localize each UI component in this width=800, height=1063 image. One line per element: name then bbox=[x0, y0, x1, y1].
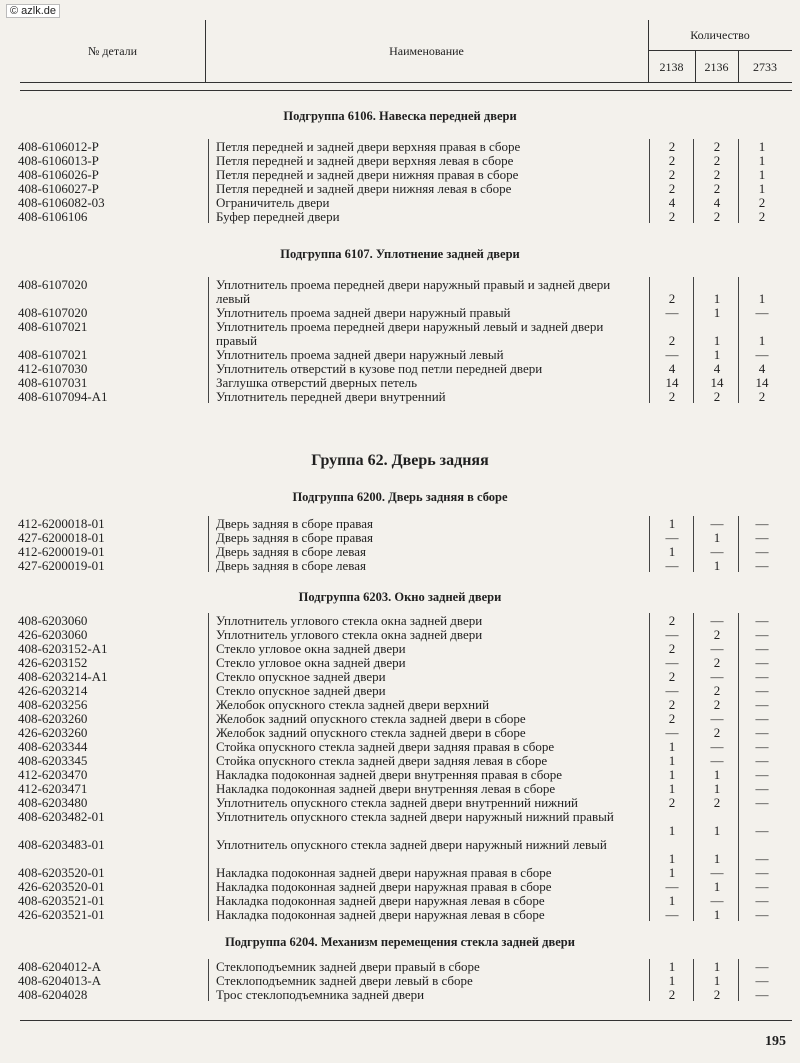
quantity-2733: — bbox=[755, 627, 769, 642]
subgroup-title: Подгруппа 6203. Окно задней двери bbox=[298, 590, 502, 604]
part-number: 408-6106013-Р bbox=[18, 153, 99, 168]
quantity-2733: 1 bbox=[758, 181, 766, 196]
quantity-2138: 2 bbox=[668, 291, 676, 306]
header-model-2138: 2138 bbox=[659, 60, 684, 74]
quantity-2138: — bbox=[665, 907, 679, 922]
part-number: 408-6203480 bbox=[18, 795, 88, 810]
part-name: Дверь задняя в сборе правая bbox=[216, 516, 373, 531]
quantity-2138: 1 bbox=[668, 753, 676, 768]
part-name: Уплотнитель проема передней двери наружный левый и задней двери правый bbox=[216, 319, 604, 348]
quantity-2136: — bbox=[710, 544, 724, 559]
quantity-2733: 2 bbox=[758, 209, 766, 224]
header-model-2136: 2136 bbox=[704, 60, 729, 74]
table-row bbox=[0, 278, 800, 306]
part-number: 408-6106026-Р bbox=[18, 167, 99, 182]
part-name: Желобок задний опускного стекла задней двери в сборе bbox=[216, 725, 526, 740]
table-row bbox=[0, 894, 800, 908]
part-name: Стойка опускного стекла задней двери задняя правая в сборе bbox=[216, 739, 555, 754]
table-row bbox=[0, 210, 800, 224]
part-name: Стойка опускного стекла задней двери задняя левая в сборе bbox=[216, 753, 548, 768]
part-number: 412-6200019-01 bbox=[18, 544, 105, 559]
header-quantity: Количество bbox=[690, 28, 750, 42]
part-name: Уплотнитель отверстий в кузове под петли передней двери bbox=[216, 361, 543, 376]
quantity-2136: — bbox=[710, 739, 724, 754]
part-number: 408-6203214-А1 bbox=[18, 669, 108, 684]
quantity-2138: — bbox=[665, 879, 679, 894]
part-name: Дверь задняя в сборе левая bbox=[216, 558, 366, 573]
quantity-2733: — bbox=[755, 851, 769, 866]
quantity-2138: 1 bbox=[668, 781, 676, 796]
part-number: 426-6203521-01 bbox=[18, 907, 105, 922]
part-name: Накладка подоконная задней двери внутренняя левая в сборе bbox=[216, 781, 556, 796]
subgroup-title: Подгруппа 6106. Навеска передней двери bbox=[283, 109, 517, 123]
quantity-2136: 2 bbox=[713, 627, 721, 642]
quantity-2138: 2 bbox=[668, 987, 676, 1002]
part-name: Дверь задняя в сборе левая bbox=[216, 544, 366, 559]
quantity-2136: 1 bbox=[713, 291, 721, 306]
quantity-2138: — bbox=[665, 305, 679, 320]
table-row bbox=[0, 545, 800, 559]
quantity-2136: 14 bbox=[710, 375, 724, 390]
table-header bbox=[20, 20, 792, 83]
part-number: 412-6203470 bbox=[18, 767, 88, 782]
part-name: Заглушка отверстий дверных петель bbox=[216, 375, 418, 390]
quantity-2733: — bbox=[755, 544, 769, 559]
part-name: Петля передней и задней двери нижняя правая в сборе bbox=[216, 167, 519, 182]
quantity-2138: 2 bbox=[668, 167, 676, 182]
quantity-2733: — bbox=[755, 558, 769, 573]
table-row bbox=[0, 376, 800, 390]
quantity-2138: 4 bbox=[668, 361, 676, 376]
quantity-2138: 2 bbox=[668, 139, 676, 154]
header-name: Наименование bbox=[389, 44, 464, 58]
quantity-2733: — bbox=[755, 669, 769, 684]
table-row bbox=[0, 880, 800, 894]
quantity-2138: 1 bbox=[668, 865, 676, 880]
quantity-2136: 2 bbox=[713, 167, 721, 182]
part-number: 408-6203482-01 bbox=[18, 809, 105, 824]
quantity-2733: — bbox=[755, 823, 769, 838]
part-number: 408-6204013-А bbox=[18, 973, 102, 988]
quantity-2733: — bbox=[755, 711, 769, 726]
quantity-2138: 2 bbox=[668, 209, 676, 224]
part-number: 408-6107020 bbox=[18, 305, 88, 320]
quantity-2138: 1 bbox=[668, 893, 676, 908]
quantity-2136: 4 bbox=[713, 361, 721, 376]
part-name: Стекло угловое окна задней двери bbox=[216, 655, 406, 670]
quantity-2136: 1 bbox=[713, 781, 721, 796]
quantity-2138: 1 bbox=[668, 739, 676, 754]
quantity-2136: 1 bbox=[713, 851, 721, 866]
part-number: 427-6200018-01 bbox=[18, 530, 105, 545]
table-row bbox=[0, 768, 800, 782]
part-number: 408-6203152-А1 bbox=[18, 641, 108, 656]
subgroup-title: Подгруппа 6200. Дверь задняя в сборе bbox=[292, 490, 508, 504]
quantity-2136: — bbox=[710, 865, 724, 880]
table-row bbox=[0, 168, 800, 182]
quantity-2136: 1 bbox=[713, 347, 721, 362]
quantity-2136: 1 bbox=[713, 879, 721, 894]
part-number: 408-6106012-Р bbox=[18, 139, 99, 154]
quantity-2733: 14 bbox=[755, 375, 769, 390]
quantity-2136: 1 bbox=[713, 558, 721, 573]
part-number: 408-6107021 bbox=[18, 319, 88, 334]
quantity-2733: 1 bbox=[758, 167, 766, 182]
part-name: Петля передней и задней двери верхняя левая в сборе bbox=[216, 153, 514, 168]
quantity-2138: 2 bbox=[668, 641, 676, 656]
quantity-2136: 2 bbox=[713, 139, 721, 154]
quantity-2733: — bbox=[755, 641, 769, 656]
quantity-2138: 2 bbox=[668, 389, 676, 404]
part-name: Накладка подоконная задней двери наружная левая в сборе bbox=[216, 907, 545, 922]
part-number: 426-6203520-01 bbox=[18, 879, 105, 894]
quantity-2138: 1 bbox=[668, 516, 676, 531]
quantity-2136: 2 bbox=[713, 389, 721, 404]
table-row bbox=[0, 628, 800, 642]
part-number: 408-6106106 bbox=[18, 209, 88, 224]
table-row bbox=[0, 960, 800, 974]
quantity-2136: — bbox=[710, 669, 724, 684]
part-name: Уплотнитель передней двери внутренний bbox=[216, 389, 446, 404]
quantity-2733: 1 bbox=[758, 333, 766, 348]
quantity-2138: 4 bbox=[668, 195, 676, 210]
part-name: Ограничитель двери bbox=[216, 195, 330, 210]
part-number: 408-6203483-01 bbox=[18, 837, 105, 852]
part-name: Уплотнитель проема задней двери наружный правый bbox=[216, 305, 511, 320]
quantity-2733: 1 bbox=[758, 153, 766, 168]
part-number: 408-6203345 bbox=[18, 753, 88, 768]
table-row bbox=[0, 656, 800, 670]
quantity-2136: — bbox=[710, 613, 724, 628]
quantity-2733: — bbox=[755, 613, 769, 628]
part-name: Уплотнитель опускного стекла задней двери наружный нижний правый bbox=[216, 809, 614, 824]
table-row bbox=[0, 988, 800, 1002]
quantity-2138: 2 bbox=[668, 333, 676, 348]
part-name: Петля передней и задней двери верхняя правая в сборе bbox=[216, 139, 521, 154]
quantity-2733: 2 bbox=[758, 389, 766, 404]
table-row bbox=[0, 154, 800, 168]
quantity-2136: 1 bbox=[713, 305, 721, 320]
part-number: 408-6203256 bbox=[18, 697, 88, 712]
table-row bbox=[0, 974, 800, 988]
quantity-2138: 1 bbox=[668, 973, 676, 988]
quantity-2136: 2 bbox=[713, 725, 721, 740]
part-number: 408-6203520-01 bbox=[18, 865, 105, 880]
quantity-2733: — bbox=[755, 655, 769, 670]
part-number: 427-6200019-01 bbox=[18, 558, 105, 573]
part-name: Трос стеклоподъемника задней двери bbox=[216, 987, 425, 1002]
page-number: 195 bbox=[765, 1034, 786, 1049]
subgroup-title: Подгруппа 6107. Уплотнение задней двери bbox=[280, 247, 520, 261]
quantity-2733: — bbox=[755, 987, 769, 1002]
part-number: 426-6203152 bbox=[18, 655, 88, 670]
quantity-2138: — bbox=[665, 530, 679, 545]
quantity-2138: 2 bbox=[668, 697, 676, 712]
quantity-2136: 2 bbox=[713, 209, 721, 224]
part-number: 426-6203260 bbox=[18, 725, 88, 740]
part-name: Накладка подоконная задней двери наружная левая в сборе bbox=[216, 893, 545, 908]
table-row bbox=[0, 838, 800, 866]
part-name: Накладка подоконная задней двери наружная правая в сборе bbox=[216, 879, 552, 894]
quantity-2136: 2 bbox=[713, 987, 721, 1002]
table-row bbox=[0, 390, 800, 404]
quantity-2733: — bbox=[755, 516, 769, 531]
quantity-2138: — bbox=[665, 558, 679, 573]
quantity-2733: 1 bbox=[758, 139, 766, 154]
quantity-2136: 2 bbox=[713, 683, 721, 698]
quantity-2138: — bbox=[665, 347, 679, 362]
part-name: Стеклоподъемник задней двери правый в сборе bbox=[216, 959, 480, 974]
part-number: 408-6204012-А bbox=[18, 959, 102, 974]
part-name: Стекло угловое окна задней двери bbox=[216, 641, 406, 656]
quantity-2733: — bbox=[755, 725, 769, 740]
watermark: © azlk.de bbox=[6, 4, 60, 18]
part-name: Буфер передней двери bbox=[216, 209, 340, 224]
quantity-2733: — bbox=[755, 893, 769, 908]
quantity-2733: 2 bbox=[758, 195, 766, 210]
table-row bbox=[0, 614, 800, 628]
part-name: Петля передней и задней двери нижняя левая в сборе bbox=[216, 181, 512, 196]
quantity-2136: — bbox=[710, 516, 724, 531]
part-name: Накладка подоконная задней двери внутренняя правая в сборе bbox=[216, 767, 563, 782]
quantity-2136: 4 bbox=[713, 195, 721, 210]
footer-rule bbox=[20, 1020, 792, 1021]
table-row bbox=[0, 182, 800, 196]
quantity-2138: — bbox=[665, 655, 679, 670]
table-row bbox=[0, 782, 800, 796]
quantity-2733: — bbox=[755, 305, 769, 320]
table-row bbox=[0, 320, 800, 348]
table-row bbox=[0, 740, 800, 754]
quantity-2733: — bbox=[755, 530, 769, 545]
part-name: Стеклоподъемник задней двери левый в сборе bbox=[216, 973, 473, 988]
subgroup-title: Подгруппа 6204. Механизм перемещения стекла задней двери bbox=[225, 935, 575, 949]
header-part-no: № детали bbox=[87, 44, 138, 58]
table-row bbox=[0, 908, 800, 922]
quantity-2136: 2 bbox=[713, 697, 721, 712]
part-number: 408-6107094-А1 bbox=[18, 389, 108, 404]
quantity-2138: 2 bbox=[668, 711, 676, 726]
part-number: 426-6203060 bbox=[18, 627, 88, 642]
part-name: Желобок опускного стекла задней двери верхний bbox=[216, 697, 490, 712]
part-name: Уплотнитель проема задней двери наружный левый bbox=[216, 347, 504, 362]
quantity-2136: 1 bbox=[713, 973, 721, 988]
quantity-2733: — bbox=[755, 753, 769, 768]
group-title: Группа 62. Дверь задняя bbox=[311, 452, 489, 469]
quantity-2733: — bbox=[755, 973, 769, 988]
quantity-2138: 1 bbox=[668, 544, 676, 559]
quantity-2136: 1 bbox=[713, 767, 721, 782]
part-name: Уплотнитель опускного стекла задней двери внутренний нижний bbox=[216, 795, 579, 810]
quantity-2138: 14 bbox=[665, 375, 679, 390]
quantity-2136: 1 bbox=[713, 907, 721, 922]
part-number: 412-6203471 bbox=[18, 781, 88, 796]
quantity-2733: 4 bbox=[758, 361, 766, 376]
part-name: Стекло опускное задней двери bbox=[216, 683, 386, 698]
header-underline bbox=[20, 90, 792, 91]
quantity-2136: 2 bbox=[713, 795, 721, 810]
quantity-2733: — bbox=[755, 697, 769, 712]
quantity-2733: — bbox=[755, 907, 769, 922]
table-row bbox=[0, 796, 800, 810]
table-row bbox=[0, 517, 800, 531]
table-row bbox=[0, 726, 800, 740]
quantity-2138: 2 bbox=[668, 181, 676, 196]
part-name: Желобок задний опускного стекла задней двери в сборе bbox=[216, 711, 526, 726]
table-row bbox=[0, 531, 800, 545]
quantity-2138: 2 bbox=[668, 669, 676, 684]
quantity-2733: — bbox=[755, 739, 769, 754]
quantity-2138: 2 bbox=[668, 613, 676, 628]
quantity-2138: — bbox=[665, 725, 679, 740]
quantity-2733: — bbox=[755, 347, 769, 362]
quantity-2138: — bbox=[665, 627, 679, 642]
table-row bbox=[0, 362, 800, 376]
quantity-2733: — bbox=[755, 865, 769, 880]
part-number: 408-6106082-03 bbox=[18, 195, 105, 210]
quantity-2136: 2 bbox=[713, 153, 721, 168]
table-row bbox=[0, 698, 800, 712]
table-row bbox=[0, 866, 800, 880]
quantity-2136: — bbox=[710, 641, 724, 656]
quantity-2136: — bbox=[710, 893, 724, 908]
table-row bbox=[0, 712, 800, 726]
part-number: 408-6107021 bbox=[18, 347, 88, 362]
part-number: 408-6107031 bbox=[18, 375, 88, 390]
quantity-2733: — bbox=[755, 795, 769, 810]
quantity-2138: 1 bbox=[668, 851, 676, 866]
table-row bbox=[0, 306, 800, 320]
part-name: Уплотнитель опускного стекла задней двери наружный нижний левый bbox=[216, 837, 607, 852]
part-number: 408-6204028 bbox=[18, 987, 88, 1002]
part-number: 408-6203344 bbox=[18, 739, 88, 754]
quantity-2733: — bbox=[755, 683, 769, 698]
quantity-2138: — bbox=[665, 683, 679, 698]
table-row bbox=[0, 810, 800, 838]
quantity-2733: 1 bbox=[758, 291, 766, 306]
quantity-2138: 1 bbox=[668, 823, 676, 838]
quantity-2138: 2 bbox=[668, 795, 676, 810]
header-model-2733: 2733 bbox=[753, 60, 777, 74]
part-number: 408-6107020 bbox=[18, 277, 88, 292]
table-row bbox=[0, 670, 800, 684]
quantity-2138: 2 bbox=[668, 153, 676, 168]
quantity-2138: 1 bbox=[668, 959, 676, 974]
table-row bbox=[0, 140, 800, 154]
part-name: Стекло опускное задней двери bbox=[216, 669, 386, 684]
quantity-2136: 1 bbox=[713, 333, 721, 348]
part-number: 408-6106027-Р bbox=[18, 181, 99, 196]
quantity-2136: — bbox=[710, 753, 724, 768]
quantity-2136: — bbox=[710, 711, 724, 726]
quantity-2136: 1 bbox=[713, 823, 721, 838]
table-row bbox=[0, 559, 800, 573]
table-row bbox=[0, 754, 800, 768]
quantity-2733: — bbox=[755, 959, 769, 974]
quantity-2733: — bbox=[755, 781, 769, 796]
part-number: 412-6200018-01 bbox=[18, 516, 105, 531]
quantity-2136: 1 bbox=[713, 530, 721, 545]
quantity-2138: 1 bbox=[668, 767, 676, 782]
quantity-2136: 1 bbox=[713, 959, 721, 974]
part-name: Уплотнитель углового стекла окна задней двери bbox=[216, 613, 483, 628]
part-number: 412-6107030 bbox=[18, 361, 88, 376]
part-name: Накладка подоконная задней двери наружная правая в сборе bbox=[216, 865, 552, 880]
part-name: Дверь задняя в сборе правая bbox=[216, 530, 373, 545]
quantity-2733: — bbox=[755, 879, 769, 894]
part-number: 408-6203260 bbox=[18, 711, 88, 726]
quantity-2733: — bbox=[755, 767, 769, 782]
table-row bbox=[0, 684, 800, 698]
table-row bbox=[0, 642, 800, 656]
part-name: Уплотнитель углового стекла окна задней двери bbox=[216, 627, 483, 642]
table-row bbox=[0, 348, 800, 362]
quantity-2136: 2 bbox=[713, 655, 721, 670]
part-name: Уплотнитель проема передней двери наружный правый и задней двери левый bbox=[216, 277, 611, 306]
table-row bbox=[0, 196, 800, 210]
quantity-2136: 2 bbox=[713, 181, 721, 196]
part-number: 408-6203060 bbox=[18, 613, 88, 628]
part-number: 426-6203214 bbox=[18, 683, 88, 698]
part-number: 408-6203521-01 bbox=[18, 893, 105, 908]
